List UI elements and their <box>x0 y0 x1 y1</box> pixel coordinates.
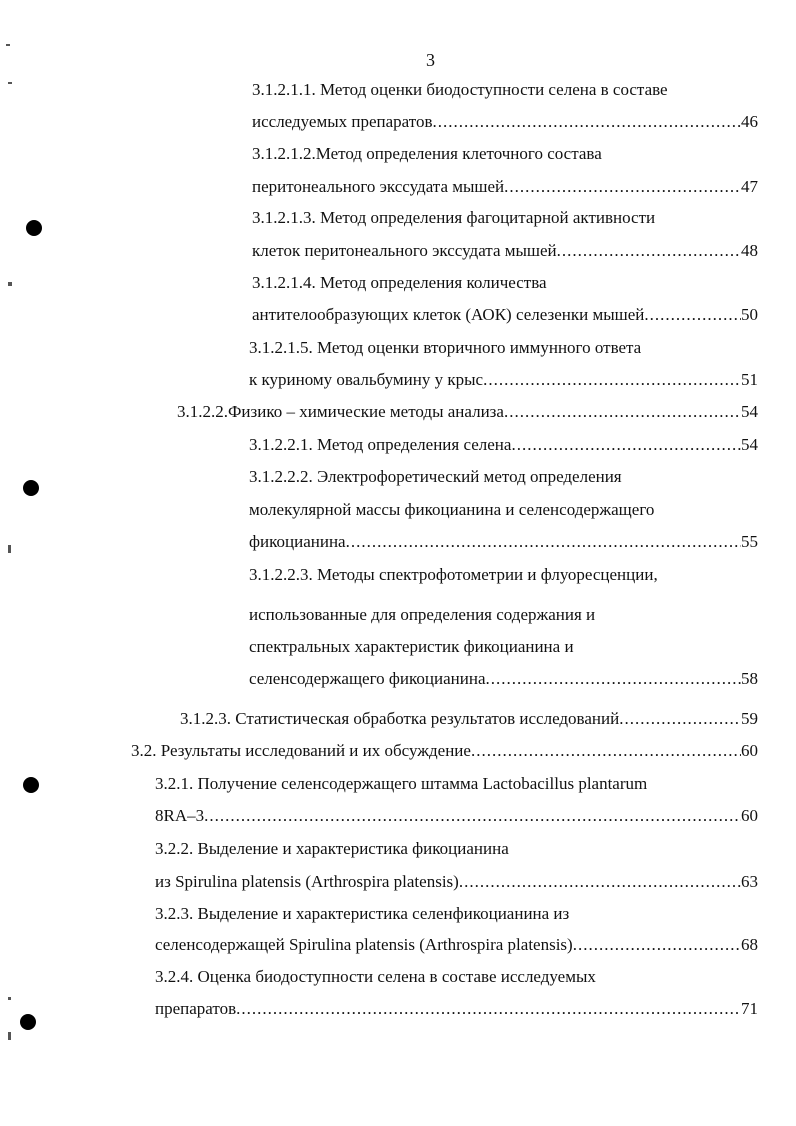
toc-entry-text: из Spirulina platensis (Arthrospira platensis) <box>155 872 459 891</box>
binder-hole-2 <box>23 480 39 496</box>
toc-entry-text: 3.2. Результаты исследований и их обсуждение <box>131 741 471 760</box>
dot-leader <box>204 806 741 826</box>
dot-leader <box>511 435 741 455</box>
toc-entry-line: спектральных характеристик фикоцианина и <box>249 637 574 656</box>
toc-entry <box>252 305 758 325</box>
toc-entry-line: 3.1.2.1.5. Метод оценки вторичного иммунного ответа <box>249 338 642 357</box>
toc-entry-text: 8RA–3 <box>155 806 205 825</box>
toc-entry <box>155 999 758 1019</box>
toc-entry-line: 3.1.2.2.3. Методы спектрофотометрии и флуоресценции, <box>249 565 658 584</box>
binder-hole-4 <box>20 1014 36 1030</box>
toc-entry-text: к куриному овальбумину у крыс <box>249 370 484 389</box>
binder-hole-1 <box>26 220 42 236</box>
toc-entry <box>155 935 758 955</box>
dot-leader <box>433 112 741 132</box>
toc-entry-text: 3.1.2.2.Физико – химические методы анализа <box>177 402 504 421</box>
toc-entry <box>249 370 758 390</box>
toc-page-number: 60 <box>741 806 758 825</box>
toc-entry-text: препаратов <box>155 999 237 1018</box>
toc-entry-text: селенсодержащей Spirulina platensis (Arthrospira platensis) <box>155 935 573 954</box>
toc-entry-text: перитонеального экссудата мышей <box>252 177 505 196</box>
dot-leader <box>486 669 742 689</box>
toc-entry-line: 3.1.2.1.1. Метод оценки биодоступности селена в составе <box>252 80 668 99</box>
dot-leader <box>471 741 741 761</box>
toc-page-number: 50 <box>741 305 758 324</box>
toc-entry-text: 3.1.2.2.1. Метод определения селена <box>249 435 512 454</box>
toc-entry-line: 3.2.2. Выделение и характеристика фикоцианина <box>155 839 509 858</box>
toc-entry <box>249 532 758 552</box>
toc-entry <box>249 435 758 455</box>
toc-entry <box>252 112 758 132</box>
toc-entry-line: молекулярной массы фикоцианина и селенсодержащего <box>249 500 655 519</box>
toc-page-number: 58 <box>741 669 758 688</box>
toc-entry-text: селенсодержащего фикоцианина <box>249 669 486 688</box>
toc-entry-text: клеток перитонеального экссудата мышей <box>252 241 557 260</box>
toc-page-number: 48 <box>741 241 758 260</box>
scan-mark <box>8 82 12 84</box>
toc-page-number: 54 <box>741 402 758 421</box>
binder-hole-3 <box>23 777 39 793</box>
toc-page-number: 59 <box>741 709 758 728</box>
toc-entry <box>155 806 758 826</box>
toc-entry-line: 3.1.2.1.2.Метод определения клеточного состава <box>252 144 602 163</box>
toc-entry-line: использованные для определения содержания и <box>249 605 596 624</box>
scan-mark <box>6 44 10 46</box>
dot-leader <box>504 177 741 197</box>
toc-entry <box>252 241 758 261</box>
toc-page-number: 46 <box>741 112 758 131</box>
toc-entry <box>177 402 758 422</box>
toc-page-number: 54 <box>741 435 758 454</box>
dot-leader <box>557 241 741 261</box>
toc-page-number: 51 <box>741 370 758 389</box>
scan-mark <box>8 997 11 1000</box>
page-number: 3 <box>426 50 435 70</box>
toc-page-number: 47 <box>741 177 758 196</box>
dot-leader <box>459 872 741 892</box>
toc-entry <box>252 177 758 197</box>
toc-entry <box>180 709 758 729</box>
dot-leader <box>346 532 741 552</box>
dot-leader <box>483 370 741 390</box>
dot-leader <box>573 935 741 955</box>
scan-mark <box>8 282 12 286</box>
dot-leader <box>504 402 741 422</box>
toc-entry-line: 3.2.3. Выделение и характеристика селенфикоцианина из <box>155 904 570 923</box>
toc-page-number: 63 <box>741 872 758 891</box>
scan-mark <box>8 545 11 553</box>
dot-leader <box>644 305 741 325</box>
toc-entry-line: 3.1.2.1.3. Метод определения фагоцитарной активности <box>252 208 656 227</box>
toc-page-number: 60 <box>741 741 758 760</box>
toc-entry-line: 3.1.2.2.2. Электрофоретический метод определения <box>249 467 622 486</box>
dot-leader <box>619 709 741 729</box>
toc-entry-text: исследуемых препаратов <box>252 112 433 131</box>
toc-page-number: 55 <box>741 532 758 551</box>
scan-mark <box>8 1032 11 1040</box>
toc-entry-text: фикоцианина <box>249 532 346 551</box>
dot-leader <box>236 999 741 1019</box>
toc-page-number: 68 <box>741 935 758 954</box>
toc-entry-text: антителообразующих клеток (АОК) селезенки мышей <box>252 305 645 324</box>
toc-entry-line: 3.2.4. Оценка биодоступности селена в составе исследуемых <box>155 967 596 986</box>
toc-entry-line: 3.2.1. Получение селенсодержащего штамма Lactobacillus plantarum <box>155 774 648 793</box>
toc-entry <box>249 669 758 689</box>
toc-entry <box>155 872 758 892</box>
toc-entry-line: 3.1.2.1.4. Метод определения количества <box>252 273 547 292</box>
toc-page-number: 71 <box>741 999 758 1018</box>
toc-entry <box>131 741 758 761</box>
toc-entry-text: 3.1.2.3. Статистическая обработка результатов исследований <box>180 709 620 728</box>
